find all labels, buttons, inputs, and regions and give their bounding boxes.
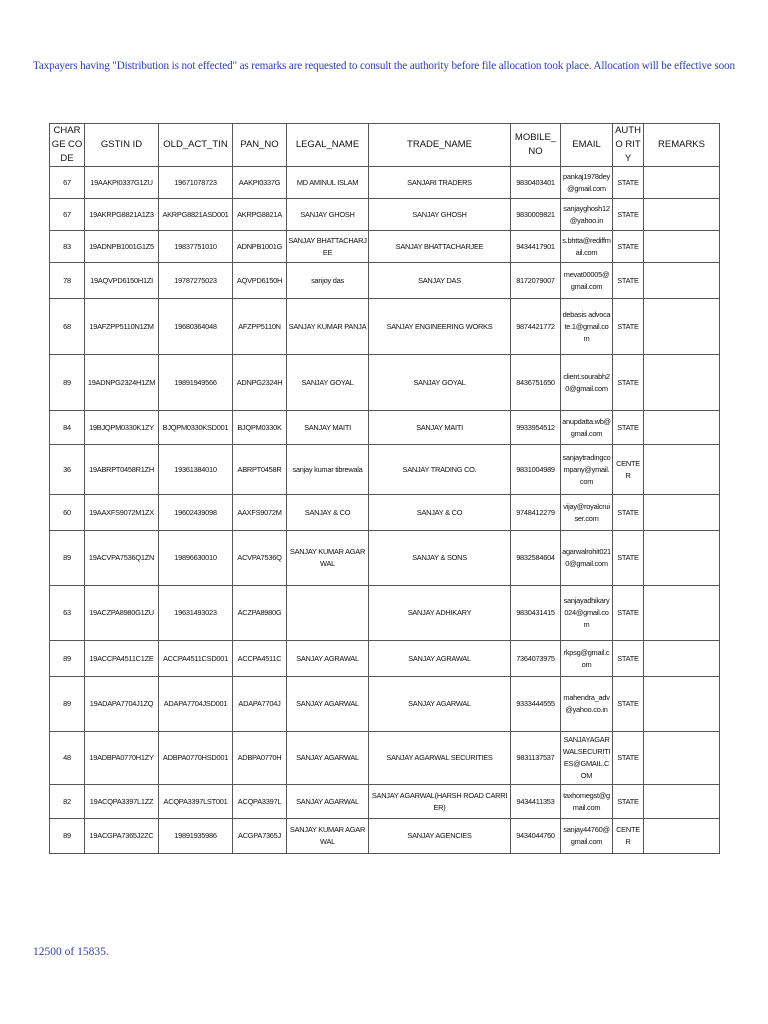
- taxpayer-table: [49, 123, 720, 854]
- cell-mobile-no: 9333444555: [511, 677, 561, 732]
- cell-legal-name: sanjoy das: [287, 263, 369, 299]
- cell-remarks: [644, 495, 720, 531]
- cell-email: sanjayadhikary024@gmail.com: [561, 586, 613, 641]
- cell-charge-code: 36: [50, 445, 85, 495]
- cell-gstin-id: 19AAXFS9072M1ZX: [85, 495, 159, 531]
- header-authority: AUTHO RITY: [613, 124, 644, 167]
- cell-legal-name: [287, 586, 369, 641]
- table-row: [50, 819, 720, 854]
- cell-email: mahendra_adv@yahoo.co.in: [561, 677, 613, 732]
- cell-charge-code: 83: [50, 231, 85, 263]
- cell-old-act-tin: 19896630010: [159, 531, 233, 586]
- cell-old-act-tin: 19631493023: [159, 586, 233, 641]
- cell-remarks: [644, 167, 720, 199]
- cell-authority: STATE: [613, 231, 644, 263]
- table-row: [50, 677, 720, 732]
- cell-email: pankaj1978dey@gmail.com: [561, 167, 613, 199]
- cell-gstin-id: 19BJQPM0330K1ZY: [85, 411, 159, 445]
- cell-email: agarwalrohit0210@gmail.com: [561, 531, 613, 586]
- table-row: [50, 411, 720, 445]
- cell-remarks: [644, 586, 720, 641]
- cell-mobile-no: 9832584604: [511, 531, 561, 586]
- cell-pan-no: BJQPM0330K: [233, 411, 287, 445]
- cell-email: vijay@royalcruiser.com: [561, 495, 613, 531]
- cell-old-act-tin: ADBPA0770HSD001: [159, 732, 233, 785]
- cell-remarks: [644, 819, 720, 854]
- cell-email: s.bhtta@rediffmail.com: [561, 231, 613, 263]
- table-row: [50, 299, 720, 355]
- cell-charge-code: 68: [50, 299, 85, 355]
- cell-trade-name: SANJAY GOYAL: [369, 355, 511, 411]
- cell-pan-no: ACGPA7365J: [233, 819, 287, 854]
- cell-mobile-no: 9831004989: [511, 445, 561, 495]
- cell-remarks: [644, 677, 720, 732]
- cell-authority: STATE: [613, 411, 644, 445]
- cell-legal-name: SANJAY AGARWAL: [287, 677, 369, 732]
- cell-old-act-tin: 19891949566: [159, 355, 233, 411]
- cell-old-act-tin: 19680364048: [159, 299, 233, 355]
- cell-charge-code: 67: [50, 167, 85, 199]
- cell-email: client.sourabh20@gmail.com: [561, 355, 613, 411]
- table-row: [50, 199, 720, 231]
- cell-email: debasis advocate.1@gmail.com: [561, 299, 613, 355]
- table-row: [50, 586, 720, 641]
- cell-pan-no: ACQPA3397L: [233, 785, 287, 819]
- table-row: [50, 263, 720, 299]
- cell-remarks: [644, 231, 720, 263]
- cell-trade-name: SANJAY AGRAWAL: [369, 641, 511, 677]
- cell-pan-no: ADNPB1001G: [233, 231, 287, 263]
- cell-gstin-id: 19ADNPG2324H1ZM: [85, 355, 159, 411]
- cell-authority: STATE: [613, 299, 644, 355]
- cell-legal-name: SANJAY AGRAWAL: [287, 641, 369, 677]
- cell-trade-name: SANJAY GHOSH: [369, 199, 511, 231]
- header-gstin-id: GSTIN ID: [85, 124, 159, 167]
- table-row: [50, 641, 720, 677]
- header-charge-code: CHARGE CODE: [50, 124, 85, 167]
- cell-old-act-tin: 19602439098: [159, 495, 233, 531]
- table-row: [50, 355, 720, 411]
- cell-gstin-id: 19ACVPA7536Q1ZN: [85, 531, 159, 586]
- cell-trade-name: SANJAY ENGINEERING WORKS: [369, 299, 511, 355]
- cell-legal-name: SANJAY GHOSH: [287, 199, 369, 231]
- cell-charge-code: 48: [50, 732, 85, 785]
- cell-charge-code: 89: [50, 677, 85, 732]
- cell-legal-name: SANJAY KUMAR AGARWAL: [287, 531, 369, 586]
- table-row: [50, 445, 720, 495]
- table-row: [50, 167, 720, 199]
- cell-authority: STATE: [613, 495, 644, 531]
- cell-trade-name: SANJAY & SONS: [369, 531, 511, 586]
- cell-authority: STATE: [613, 677, 644, 732]
- cell-authority: STATE: [613, 263, 644, 299]
- cell-gstin-id: 19AQVPD6150H1ZI: [85, 263, 159, 299]
- cell-mobile-no: 9933954512: [511, 411, 561, 445]
- cell-old-act-tin: 19891935986: [159, 819, 233, 854]
- cell-remarks: [644, 531, 720, 586]
- cell-gstin-id: 19AAKPI0337G1ZU: [85, 167, 159, 199]
- table-row: [50, 495, 720, 531]
- cell-authority: STATE: [613, 355, 644, 411]
- allocation-notice: Taxpayers having "Distribution is not effected" as remarks are requested to consult the authority before file allocation took place. Allocation will be effective soon: [33, 60, 735, 72]
- cell-remarks: [644, 199, 720, 231]
- header-old-act-tin: OLD_ACT_TIN: [159, 124, 233, 167]
- cell-authority: STATE: [613, 732, 644, 785]
- cell-email: SANJAYAGARWALSECURITIES@GMAIL.COM: [561, 732, 613, 785]
- cell-gstin-id: 19ADAPA7704J1ZQ: [85, 677, 159, 732]
- cell-gstin-id: 19ACQPA3397L1ZZ: [85, 785, 159, 819]
- cell-legal-name: SANJAY AGARWAL: [287, 732, 369, 785]
- cell-trade-name: SANJAY ADHIKARY: [369, 586, 511, 641]
- cell-charge-code: 82: [50, 785, 85, 819]
- cell-trade-name: SANJAY AGARWAL: [369, 677, 511, 732]
- cell-remarks: [644, 355, 720, 411]
- cell-charge-code: 89: [50, 641, 85, 677]
- cell-charge-code: 89: [50, 819, 85, 854]
- cell-old-act-tin: 19671078723: [159, 167, 233, 199]
- cell-legal-name: SANJAY BHATTACHARJEE: [287, 231, 369, 263]
- cell-trade-name: SANJAY AGENCIES: [369, 819, 511, 854]
- header-legal-name: LEGAL_NAME: [287, 124, 369, 167]
- cell-authority: CENTER: [613, 445, 644, 495]
- table-row: [50, 785, 720, 819]
- cell-trade-name: SANJAY DAS: [369, 263, 511, 299]
- cell-legal-name: MD AMINUL ISLAM: [287, 167, 369, 199]
- header-trade-name: TRADE_NAME: [369, 124, 511, 167]
- cell-remarks: [644, 445, 720, 495]
- cell-mobile-no: 9874421772: [511, 299, 561, 355]
- cell-mobile-no: 9831137537: [511, 732, 561, 785]
- table-row: [50, 732, 720, 785]
- cell-old-act-tin: ADAPA7704JSD001: [159, 677, 233, 732]
- cell-remarks: [644, 641, 720, 677]
- cell-pan-no: ACZPA8980G: [233, 586, 287, 641]
- cell-gstin-id: 19ABRPT0458R1ZH: [85, 445, 159, 495]
- cell-mobile-no: 9830403401: [511, 167, 561, 199]
- cell-pan-no: ACCPA4511C: [233, 641, 287, 677]
- cell-authority: STATE: [613, 785, 644, 819]
- cell-email: sanjay44760@gmail.com: [561, 819, 613, 854]
- cell-authority: CENTER: [613, 819, 644, 854]
- cell-mobile-no: 9434044760: [511, 819, 561, 854]
- cell-charge-code: 78: [50, 263, 85, 299]
- cell-mobile-no: 9748412279: [511, 495, 561, 531]
- cell-remarks: [644, 785, 720, 819]
- cell-legal-name: SANJAY GOYAL: [287, 355, 369, 411]
- cell-mobile-no: 9830431415: [511, 586, 561, 641]
- cell-authority: STATE: [613, 641, 644, 677]
- cell-trade-name: SANJAY MAITI: [369, 411, 511, 445]
- cell-gstin-id: 19ACZPA8980G1ZU: [85, 586, 159, 641]
- cell-mobile-no: 7364073975: [511, 641, 561, 677]
- cell-pan-no: ADBPA0770H: [233, 732, 287, 785]
- cell-pan-no: AKRPG8821A: [233, 199, 287, 231]
- cell-authority: STATE: [613, 586, 644, 641]
- cell-old-act-tin: ACQPA3397LST001: [159, 785, 233, 819]
- cell-pan-no: AAKPI0337G: [233, 167, 287, 199]
- cell-email: mevat00005@gmail.com: [561, 263, 613, 299]
- header-remarks: REMARKS: [644, 124, 720, 167]
- cell-gstin-id: 19ACGPA7365J2ZC: [85, 819, 159, 854]
- cell-legal-name: sanjay kumar tibrewala: [287, 445, 369, 495]
- cell-authority: STATE: [613, 199, 644, 231]
- page-counter: 12500 of 15835.: [33, 946, 109, 958]
- cell-legal-name: SANJAY & CO: [287, 495, 369, 531]
- table-body: [50, 167, 720, 854]
- cell-gstin-id: 19ACCPA4511C1ZE: [85, 641, 159, 677]
- cell-legal-name: SANJAY KUMAR AGARWAL: [287, 819, 369, 854]
- cell-pan-no: AFZPP5110N: [233, 299, 287, 355]
- cell-email: sanjayghosh12@yahoo.in: [561, 199, 613, 231]
- cell-charge-code: 67: [50, 199, 85, 231]
- cell-gstin-id: 19ADBPA0770H1ZY: [85, 732, 159, 785]
- cell-charge-code: 84: [50, 411, 85, 445]
- cell-remarks: [644, 411, 720, 445]
- table-row: [50, 531, 720, 586]
- cell-email: anupdatta.wb@gmail.com: [561, 411, 613, 445]
- cell-mobile-no: 8436751650: [511, 355, 561, 411]
- cell-trade-name: SANJAY TRADING CO.: [369, 445, 511, 495]
- cell-charge-code: 60: [50, 495, 85, 531]
- cell-remarks: [644, 263, 720, 299]
- cell-old-act-tin: ACCPA4511CSD001: [159, 641, 233, 677]
- cell-pan-no: ADAPA7704J: [233, 677, 287, 732]
- table-row: [50, 231, 720, 263]
- cell-pan-no: AQVPD6150H: [233, 263, 287, 299]
- cell-charge-code: 89: [50, 531, 85, 586]
- cell-legal-name: SANJAY KUMAR PANJA: [287, 299, 369, 355]
- header-pan-no: PAN_NO: [233, 124, 287, 167]
- cell-email: sanjaytradingcompany@ymail.com: [561, 445, 613, 495]
- cell-trade-name: SANJAY AGARWAL SECURITIES: [369, 732, 511, 785]
- cell-trade-name: SANJARI TRADERS: [369, 167, 511, 199]
- cell-old-act-tin: 19787275023: [159, 263, 233, 299]
- cell-email: taxhomegst@gmail.com: [561, 785, 613, 819]
- cell-authority: STATE: [613, 167, 644, 199]
- cell-mobile-no: 9830009821: [511, 199, 561, 231]
- cell-charge-code: 63: [50, 586, 85, 641]
- cell-pan-no: ADNPG2324H: [233, 355, 287, 411]
- cell-charge-code: 89: [50, 355, 85, 411]
- cell-old-act-tin: AKRPG8821ASD001: [159, 199, 233, 231]
- cell-email: rkpsg@gmail.com: [561, 641, 613, 677]
- cell-remarks: [644, 299, 720, 355]
- cell-gstin-id: 19AKRPG8821A1Z3: [85, 199, 159, 231]
- cell-remarks: [644, 732, 720, 785]
- header-email: EMAIL: [561, 124, 613, 167]
- cell-legal-name: SANJAY MAITI: [287, 411, 369, 445]
- cell-gstin-id: 19AFZPP5110N1ZM: [85, 299, 159, 355]
- cell-old-act-tin: 19361384010: [159, 445, 233, 495]
- cell-old-act-tin: BJQPM0330KSD001: [159, 411, 233, 445]
- cell-mobile-no: 8172079007: [511, 263, 561, 299]
- cell-authority: STATE: [613, 531, 644, 586]
- cell-pan-no: ACVPA7536Q: [233, 531, 287, 586]
- table-header-row: [50, 124, 720, 167]
- header-mobile-no: MOBILE_NO: [511, 124, 561, 167]
- cell-mobile-no: 9434417901: [511, 231, 561, 263]
- cell-mobile-no: 9434411353: [511, 785, 561, 819]
- cell-trade-name: SANJAY & CO: [369, 495, 511, 531]
- cell-pan-no: ABRPT0458R: [233, 445, 287, 495]
- cell-legal-name: SANJAY AGARWAL: [287, 785, 369, 819]
- cell-old-act-tin: 19837751010: [159, 231, 233, 263]
- cell-trade-name: SANJAY AGARWAL(HARSH ROAD CARRIER): [369, 785, 511, 819]
- cell-trade-name: SANJAY BHATTACHARJEE: [369, 231, 511, 263]
- cell-pan-no: AAXFS9072M: [233, 495, 287, 531]
- cell-gstin-id: 19ADNPB1001G1Z5: [85, 231, 159, 263]
